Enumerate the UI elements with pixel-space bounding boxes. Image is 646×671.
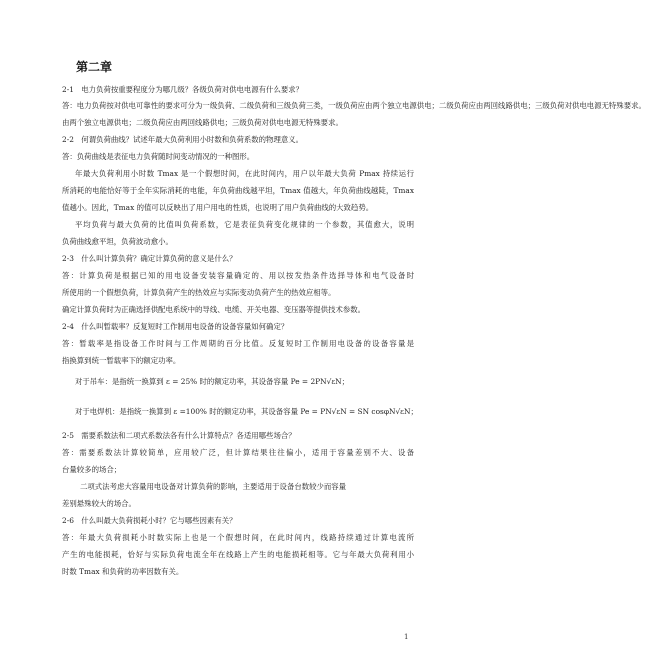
chapter-title: 第二章 bbox=[76, 60, 113, 74]
answer-2-3-line: 答：计算负荷是根据已知的用电设备安装容量确定的、用以按发热条件选择导体和电气设备时 bbox=[62, 271, 414, 280]
question-2-6: 2-6 什么叫最大负荷损耗小时？它与哪些因素有关？ bbox=[62, 516, 237, 525]
answer-2-2-line: 答：负荷曲线是表征电力负荷随时间变动情况的一种图形。 bbox=[62, 152, 255, 161]
answer-2-5-line: 台量较多的场合； bbox=[62, 465, 122, 474]
answer-2-6-line: 答：年最大负荷损耗小时数实际上也是一个假想时间，在此时间内，线路持续通过计算电流所 bbox=[62, 533, 414, 542]
answer-2-5-line: 差别悬殊较大的场合。 bbox=[62, 499, 136, 508]
answer-2-2-line: 值越小。因此，Tmax 的值可以反映出了用户用电的性质，也说明了用户负荷曲线的大致趋势。 bbox=[62, 203, 374, 212]
answer-2-2-line: 所消耗的电能恰好等于全年实际消耗的电能，年负荷曲线越平坦，Tmax 值越大，年负荷曲线越陡，Tmax bbox=[62, 186, 414, 195]
answer-2-4-formula: 对于电焊机：是指统一换算到 ε =100% 时的额定功率，其设备容量 Pe = PN√εN = SN cosφN√εN； bbox=[75, 407, 418, 416]
answer-2-4-formula: 对于吊车：是指统一换算到 ε = 25% 时的额定功率，其设备容量 Pe = 2PN√εN； bbox=[75, 377, 350, 386]
page-number: 1 bbox=[404, 633, 409, 641]
answer-2-4-line: 指换算到统一暂载率下的额定功率。 bbox=[62, 356, 181, 365]
question-2-1: 2-1 电力负荷按重要程度分为哪几级？各级负荷对供电电源有什么要求？ bbox=[62, 85, 304, 94]
answer-2-2-line: 年最大负荷利用小时数 Tmax 是一个假想时间，在此时间内，用户以年最大负荷 Pmax 持续运行 bbox=[75, 169, 414, 178]
answer-2-3-line: 所使用的一个假想负荷，计算负荷产生的热效应与实际变动负荷产生的热效应相等。 bbox=[62, 288, 336, 297]
answer-2-2-line: 负荷曲线愈平坦，负荷波动愈小。 bbox=[62, 237, 173, 246]
answer-2-4-line: 答：暂载率是指设备工作时间与工作周期的百分比值。反复短时工作制用电设备的设备容量是 bbox=[62, 339, 414, 348]
answer-2-5-line: 答：需要系数法计算较简单，应用较广泛，但计算结果往往偏小，适用于容量差别不大、设备 bbox=[62, 448, 414, 457]
question-2-2: 2-2 何谓负荷曲线？试述年最大负荷利用小时数和负荷系数的物理意义。 bbox=[62, 135, 304, 144]
answer-2-1-line: 答：电力负荷按对供电可靠性的要求可分为一级负荷、二级负荷和三级负荷三类，一级负荷应由两个独立电源供电；二级负荷应由两回线路供电；三级负荷对供电电源无特殊要求。 bbox=[62, 101, 646, 110]
answer-2-5-line: 二项式法考虑大容量用电设备对计算负荷的影响，主要适用于设备台数较少而容量 bbox=[80, 482, 347, 491]
answer-2-2-line: 平均负荷与最大负荷的比值叫负荷系数，它是表征负荷变化规律的一个参数，其值愈大，说明 bbox=[75, 220, 414, 229]
question-2-4: 2-4 什么叫暂载率？反复短时工作制用电设备的设备容量如何确定？ bbox=[62, 322, 289, 331]
answer-2-1-line: 由两个独立电源供电；二级负荷应由两回线路供电；三级负荷对供电电源无特殊要求。 bbox=[62, 118, 343, 127]
question-2-5: 2-5 需要系数法和二项式系数法各有什么计算特点？各适用哪些场合？ bbox=[62, 431, 296, 440]
question-2-3: 2-3 什么叫计算负荷？确定计算负荷的意义是什么？ bbox=[62, 254, 237, 263]
answer-2-6-line: 产生的电能损耗，恰好与实际负荷电流全年在线路上产生的电能损耗相等。它与年最大负荷利用小 bbox=[62, 550, 414, 559]
answer-2-3-line: 确定计算负荷时为正确选择供配电系统中的导线、电缆、开关电器、变压器等提供技术参数。 bbox=[62, 305, 366, 314]
answer-2-6-line: 时数 Tmax 和负荷的功率因数有关。 bbox=[62, 567, 184, 576]
